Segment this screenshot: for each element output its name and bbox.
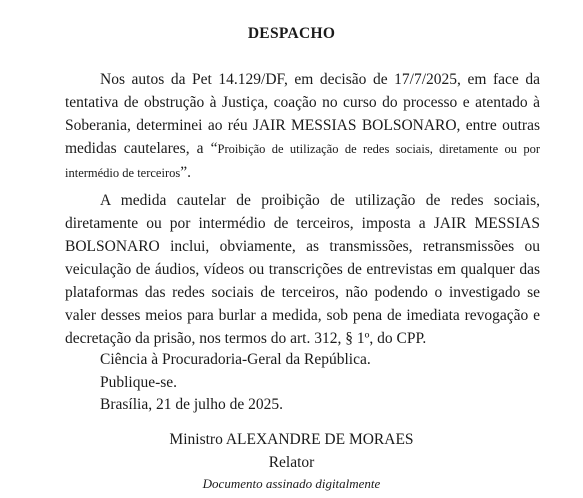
signature-role: Relator	[268, 454, 315, 471]
line-notification: Ciência à Procuradoria-Geral da República.	[100, 351, 371, 368]
paragraph-determination-end: ”.	[180, 164, 191, 181]
signature-name: Ministro ALEXANDRE DE MORAES	[169, 431, 414, 448]
paragraph-determination-text: Nos autos da Pet 14.129/DF, em decisão de 17/7/2025, em face da tentativa de obstrução à Justiça, coação no curso do processo e atentado à Soberania, determinei ao réu JAIR MESSIAS BOLSONARO, entre outras medidas cautelares, a “	[65, 71, 540, 157]
paragraph-determination	[65, 68, 540, 185]
line-publish: Publique-se.	[100, 374, 178, 391]
paragraph-precautionary-measure: A medida cautelar de proibição de utilização de redes sociais, diretamente ou por intermédio de terceiros, imposta a JAIR MESSIAS BOLSONARO inclui, obviamente, as transmissões, retransmissões ou veiculação de áudios, vídeos ou transcrições de entrevistas em qualquer das plataformas das redes sociais de terceiros, não podendo o investigado se valer desses meios para burlar a medida, sob pena de imediata revogação e decretação da prisão, nos termos do art. 312, § 1º, do CPP.	[65, 192, 540, 347]
document-title: DESPACHO	[247, 25, 336, 42]
line-date: Brasília, 21 de julho de 2025.	[100, 396, 283, 413]
paragraph-determination-quote: Proibição de utilização de redes sociais, diretamente ou por intermédio de terceiros	[65, 142, 540, 180]
signature-note: Documento assinado digitalmente	[202, 476, 381, 491]
